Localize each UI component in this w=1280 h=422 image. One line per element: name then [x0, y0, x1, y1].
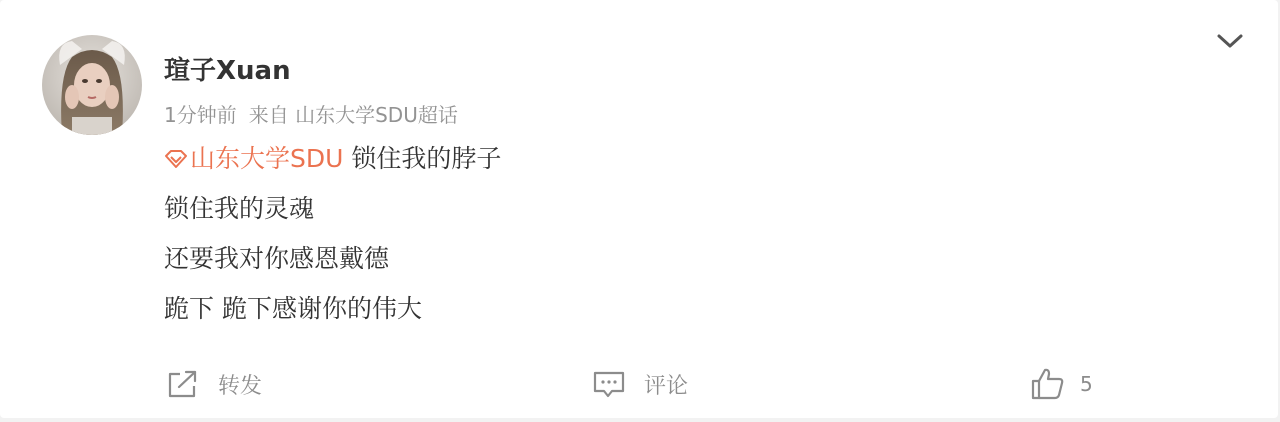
content-line [164, 138, 501, 188]
repost-label: 转发 [218, 373, 263, 399]
comment-label: 评论 [644, 373, 689, 399]
content-line: 还要我对你感恩戴德 [164, 244, 390, 273]
source-prefix: 来自 [248, 103, 289, 127]
like-button[interactable] [1030, 360, 1093, 408]
super-topic-icon [164, 140, 188, 160]
content-line: 跪下 跪下感谢你的伟大 [164, 294, 422, 323]
author-name[interactable]: 瑄子Xuan [164, 56, 291, 86]
content-line-1-text: 锁住我的脖子 [343, 144, 502, 173]
repost-icon [166, 368, 200, 400]
thumbs-up-icon [1030, 367, 1066, 401]
like-count: 5 [1080, 372, 1093, 396]
source-link[interactable]: 山东大学SDU超话 [295, 103, 458, 127]
post-time[interactable]: 1分钟前 [164, 103, 237, 127]
topic-link[interactable] [164, 144, 343, 173]
action-bar [0, 360, 1278, 408]
post-content [164, 138, 501, 338]
topic-label: 山东大学SDU [190, 144, 344, 173]
content-line: 锁住我的灵魂 [164, 194, 315, 223]
repost-button[interactable] [166, 360, 262, 408]
avatar[interactable] [42, 35, 142, 135]
comment-button[interactable] [592, 360, 688, 408]
chevron-down-icon[interactable] [1213, 28, 1247, 54]
post-meta [164, 100, 458, 130]
comment-icon [592, 368, 626, 400]
